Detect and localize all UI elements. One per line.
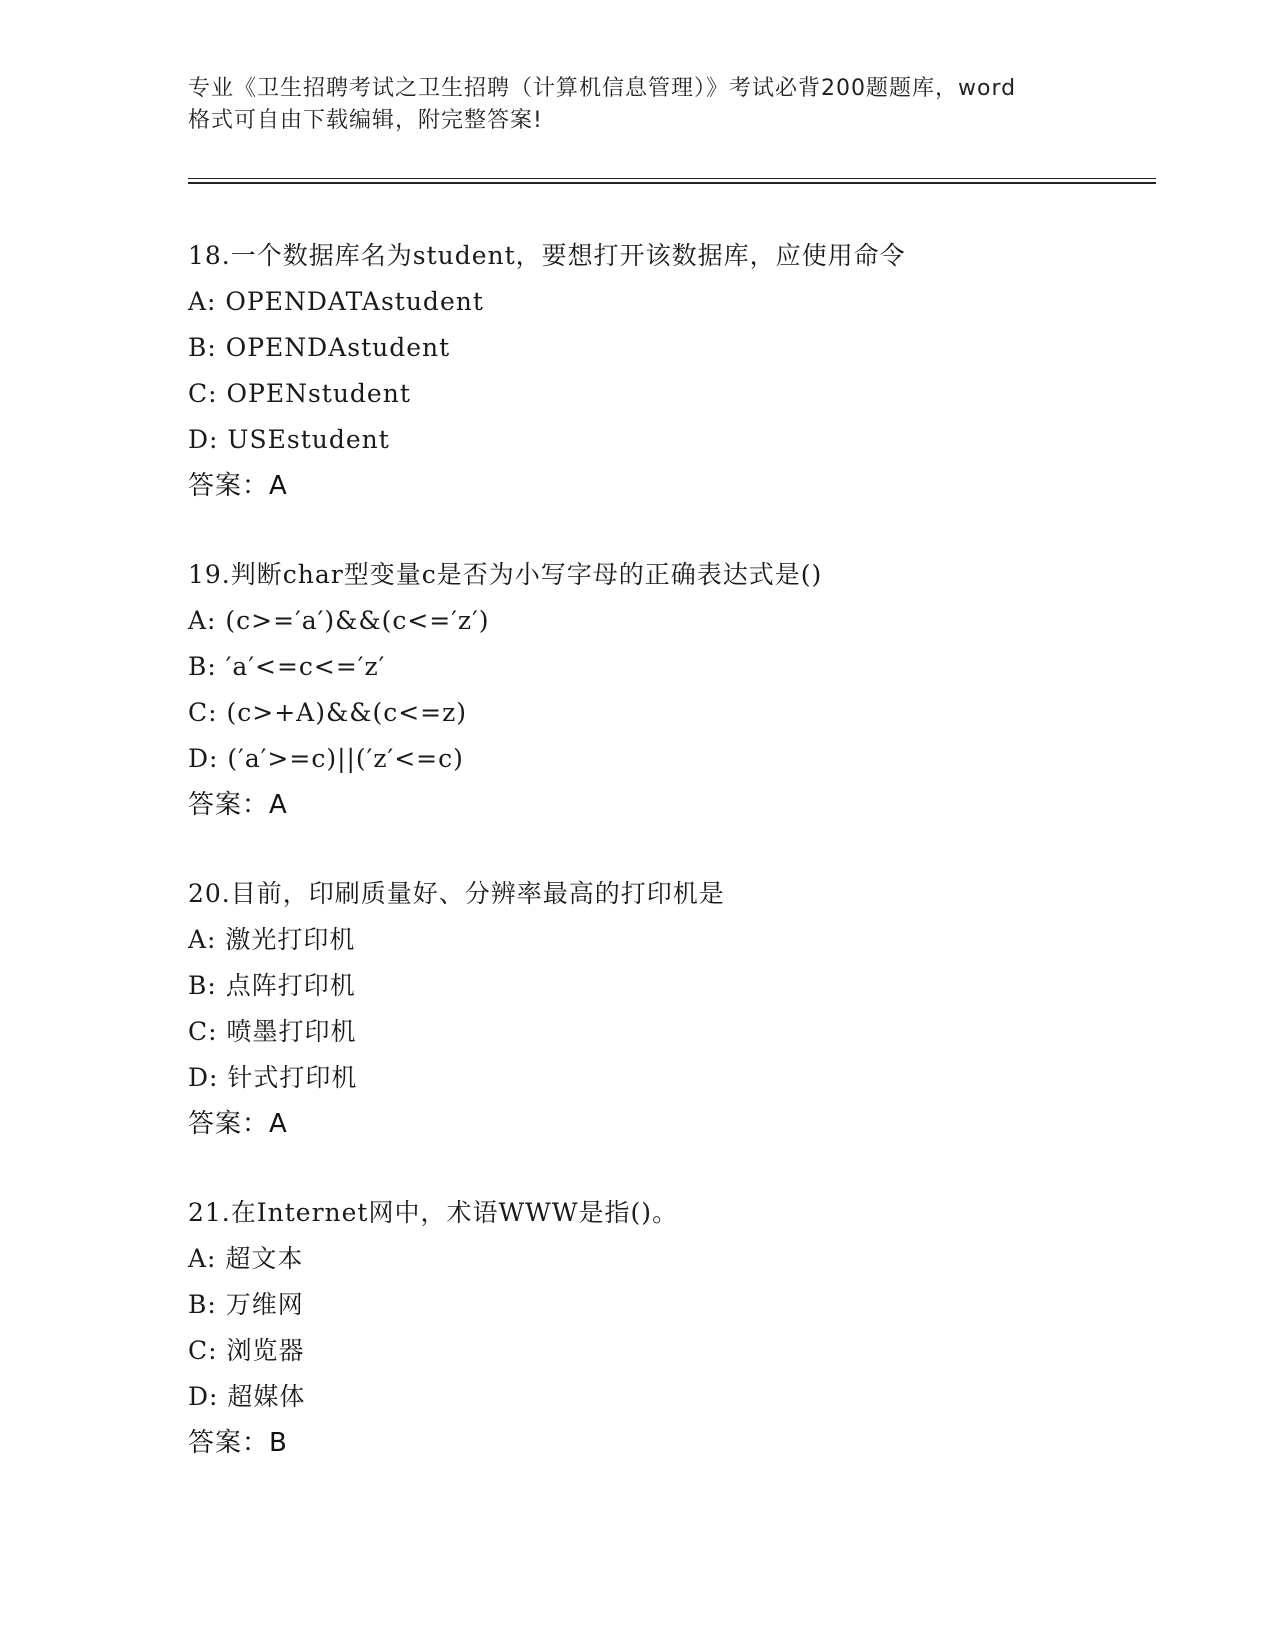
option-c: C: 浏览器 <box>188 1336 305 1365</box>
answer: 答案：B <box>188 1428 288 1458</box>
question-18 <box>188 233 1148 509</box>
question-stem: 19.判断char型变量c是否为小写字母的正确表达式是() <box>188 560 823 589</box>
option-a: A: (c>=′a′)&&(c<=′z′) <box>188 606 490 635</box>
option-d: D: (′a′>=c)||(′z′<=c) <box>188 744 464 773</box>
question-stem: 21.在Internet网中，术语WWW是指()。 <box>188 1198 679 1227</box>
question-stem: 20.目前，印刷质量好、分辨率最高的打印机是 <box>188 879 725 908</box>
option-b: B: OPENDAstudent <box>188 333 451 362</box>
option-d: D: 超媒体 <box>188 1382 306 1411</box>
question-20 <box>188 871 1148 1147</box>
option-b: B: 点阵打印机 <box>188 971 356 1000</box>
option-c: C: OPENstudent <box>188 379 411 408</box>
header-line-2: 格式可自由下载编辑，附完整答案! <box>188 108 543 133</box>
option-a: A: 超文本 <box>188 1244 304 1273</box>
option-d: D: 针式打印机 <box>188 1063 358 1092</box>
option-b: B: ′a′<=c<=′z′ <box>188 652 386 681</box>
option-c: C: (c>+A)&&(c<=z) <box>188 698 468 727</box>
option-c: C: 喷墨打印机 <box>188 1017 357 1046</box>
answer: 答案：A <box>188 471 288 501</box>
document-header <box>188 73 1088 137</box>
question-19 <box>188 552 1148 828</box>
option-a: A: 激光打印机 <box>188 925 356 954</box>
option-b: B: 万维网 <box>188 1290 304 1319</box>
header-line-1: 专业《卫生招聘考试之卫生招聘（计算机信息管理）》考试必背200题题库，word <box>188 76 1017 101</box>
option-d: D: USEstudent <box>188 425 390 454</box>
header-divider-thick <box>188 182 1156 184</box>
answer: 答案：A <box>188 790 288 820</box>
question-21 <box>188 1190 1148 1466</box>
header-divider-thin <box>188 178 1156 179</box>
option-a: A: OPENDATAstudent <box>188 287 484 316</box>
answer: 答案：A <box>188 1109 288 1139</box>
question-stem: 18.一个数据库名为student，要想打开该数据库，应使用命令 <box>188 241 906 270</box>
